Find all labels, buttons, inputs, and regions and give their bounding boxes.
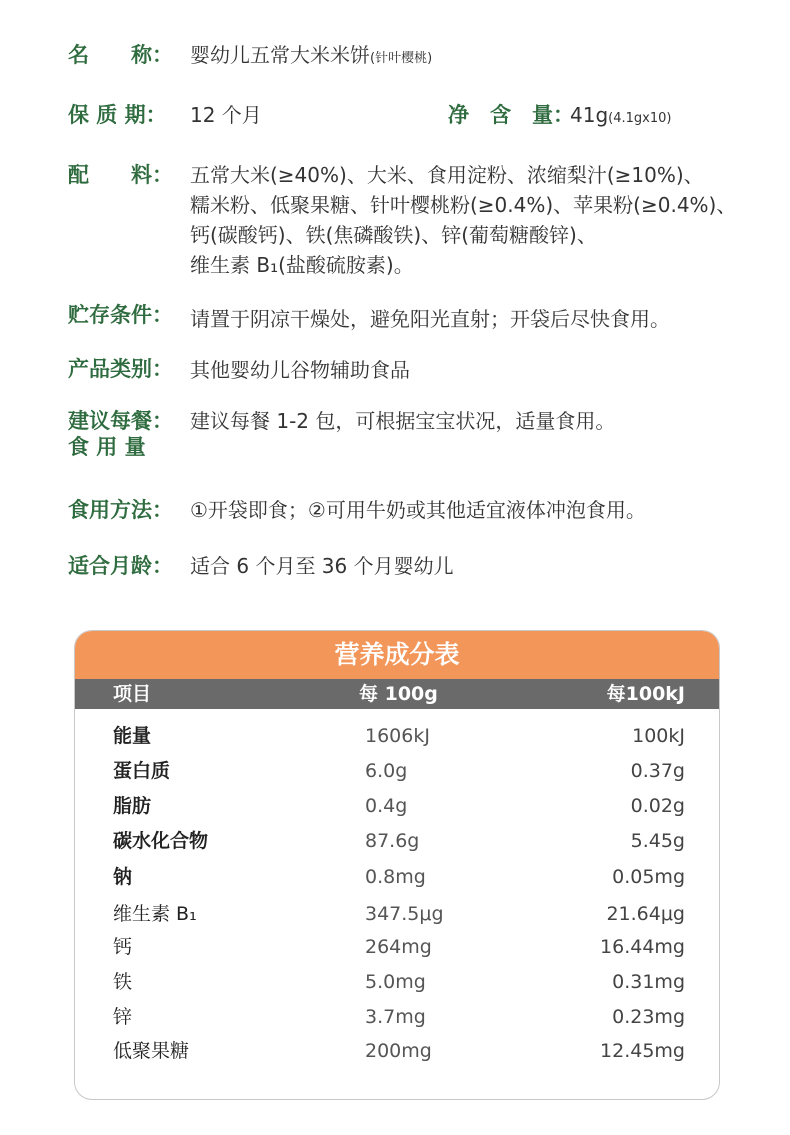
row-per-100kj: 0.37g — [630, 760, 685, 782]
category-value: 其他婴幼儿谷物辅助食品 — [190, 358, 410, 382]
serving-label-line2: 食 用 量 — [68, 435, 146, 459]
age-value: 适合 6 个月至 36 个月婴幼儿 — [190, 554, 454, 578]
category-label: 产品类别： — [68, 357, 173, 381]
row-per-100g: 0.4g — [365, 795, 408, 817]
header-item: 项目 — [113, 683, 152, 705]
row-per-100kj: 0.31mg — [612, 971, 685, 993]
ingredients-label: 配 料： — [68, 163, 173, 187]
net-content-note: (4.1gx10) — [608, 111, 672, 126]
nutrition-header — [75, 679, 719, 709]
table-row — [75, 826, 719, 856]
ingredients-line: 钙(碳酸钙)、铁(焦磷酸铁)、锌(葡萄糖酸锌)、 — [190, 223, 597, 247]
row-per-100kj: 16.44mg — [600, 936, 685, 958]
row-item: 钙 — [113, 936, 133, 958]
serving-label: 建议每餐： — [68, 409, 173, 433]
storage-label: 贮存条件： — [68, 303, 173, 327]
row-per-100g: 200mg — [365, 1040, 432, 1062]
name-label: 名 称： — [68, 43, 173, 67]
row-item: 蛋白质 — [113, 760, 171, 782]
row-per-100kj: 0.23mg — [612, 1006, 685, 1028]
row-item: 钠 — [113, 866, 133, 888]
row-per-100g: 347.5μg — [365, 903, 444, 925]
table-row — [75, 932, 719, 962]
header-per-100kj: 每100kJ — [606, 683, 685, 705]
ingredients-line: 糯米粉、低聚果糖、针叶樱桃粉(≥0.4%)、苹果粉(≥0.4%)、 — [190, 193, 737, 217]
table-row — [75, 756, 719, 786]
table-row — [75, 1002, 719, 1032]
row-per-100kj: 100kJ — [632, 725, 685, 747]
row-per-100g: 0.8mg — [365, 866, 426, 888]
nutrition-title: 营养成分表 — [75, 631, 719, 679]
row-per-100g: 87.6g — [365, 830, 420, 852]
row-item: 脂肪 — [113, 795, 152, 817]
row-per-100kj: 5.45g — [630, 830, 685, 852]
name-text: 婴幼儿五常大米米饼 — [190, 43, 370, 67]
ingredients-line: 五常大米(≥40%)、大米、食用淀粉、浓缩梨汁(≥10%)、 — [190, 163, 704, 187]
table-row — [75, 1036, 719, 1066]
ingredients-list — [190, 160, 736, 280]
row-per-100kj: 12.45mg — [600, 1040, 685, 1062]
table-row — [75, 899, 719, 929]
name-note: (针叶樱桃) — [370, 51, 433, 66]
table-row — [75, 862, 719, 892]
row-per-100g: 3.7mg — [365, 1006, 426, 1028]
table-row — [75, 721, 719, 751]
usage-value: ①开袋即食；②可用牛奶或其他适宜液体冲泡食用。 — [190, 498, 646, 522]
name-value — [190, 42, 432, 72]
row-item: 碳水化合物 — [113, 830, 209, 852]
row-item: 低聚果糖 — [113, 1040, 190, 1062]
net-content-value — [570, 102, 671, 132]
table-row — [75, 967, 719, 997]
row-per-100kj: 0.02g — [630, 795, 685, 817]
row-per-100g: 5.0mg — [365, 971, 426, 993]
row-per-100kj: 0.05mg — [612, 866, 685, 888]
net-content-text: 41g — [570, 103, 609, 127]
age-label: 适合月龄： — [68, 554, 173, 578]
row-item: 铁 — [113, 971, 133, 993]
serving-value: 建议每餐 1-2 包，可根据宝宝状况，适量食用。 — [190, 409, 616, 433]
row-item: 锌 — [113, 1006, 133, 1028]
row-item: 能量 — [113, 725, 152, 747]
ingredients-line: 维生素 B₁(盐酸硫胺素)。 — [190, 253, 414, 277]
shelf-life-label: 保 质 期： — [68, 103, 167, 127]
nutrition-table — [74, 630, 720, 1100]
net-content-label: 净 含 量： — [448, 103, 574, 127]
usage-label: 食用方法： — [68, 498, 173, 522]
row-per-100g: 264mg — [365, 936, 432, 958]
storage-value: 请置于阴凉干燥处，避免阳光直射；开袋后尽快食用。 — [190, 307, 670, 331]
row-per-100g: 1606kJ — [365, 725, 430, 747]
header-per-100g: 每 100g — [359, 683, 438, 705]
shelf-life-value: 12 个月 — [190, 103, 262, 127]
row-per-100g: 6.0g — [365, 760, 408, 782]
row-per-100kj: 21.64μg — [606, 903, 685, 925]
table-row — [75, 791, 719, 821]
row-item: 维生素 B₁ — [113, 903, 197, 925]
